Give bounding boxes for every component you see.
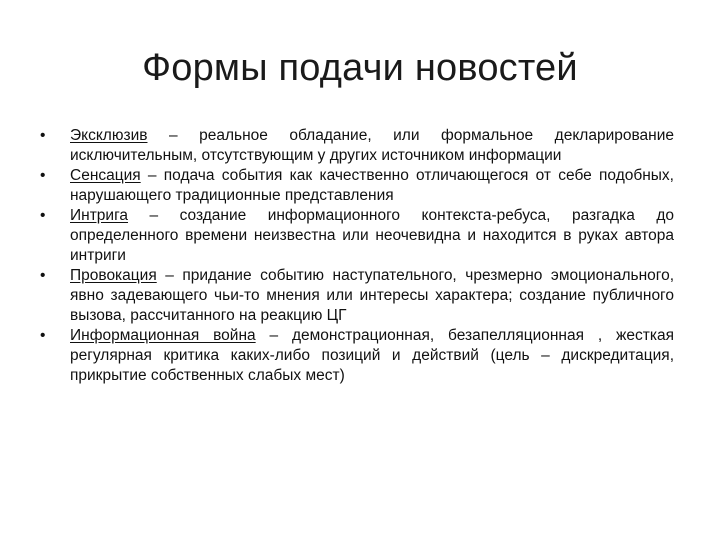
bullet-dot-icon: • [40, 327, 46, 344]
bullet-term: Информационная война [70, 327, 256, 344]
bullet-item-information-war [38, 326, 674, 386]
bullet-item-provocation [38, 266, 674, 326]
bullet-item-intrigue [38, 206, 674, 266]
bullet-term: Провокация [70, 267, 157, 284]
bullet-dot-icon: • [40, 167, 46, 184]
bullet-text: – создание информационного контекста-ребуса, разгадка до определенного времени неизвестна или неочевидна и находится в руках автора интриги [70, 207, 674, 264]
bullet-dot-icon: • [40, 127, 46, 144]
bullet-item-exclusive [38, 126, 674, 166]
slide-title: Формы подачи новостей [142, 47, 578, 89]
bullet-text: – реальное обладание, или формальное декларирование исключительным, отсутствующим у других источником информации [70, 127, 674, 164]
bullet-term: Интрига [70, 207, 129, 224]
bullet-text: – придание событию наступательного, чрезмерно эмоционального, явно задевающего чьи-то мнения или интересы характера; создание публичного вызова, рассчитанного на реакцию ЦГ [70, 267, 674, 324]
bullet-list [38, 126, 674, 386]
bullet-text: – подача события как качественно отличающегося от себе подобных, нарушающего традиционные представления [70, 167, 674, 204]
bullet-item-sensation [38, 166, 674, 206]
bullet-term: Эксклюзив [70, 127, 148, 144]
bullet-dot-icon: • [40, 207, 46, 224]
bullet-text: – демонстрационная, безапелляционная , жесткая регулярная критика каких-либо позиций и действий (цель – дискредитация, прикрытие собственных слабых мест) [70, 327, 674, 384]
bullet-term: Сенсация [70, 167, 141, 184]
bullet-dot-icon: • [40, 267, 46, 284]
